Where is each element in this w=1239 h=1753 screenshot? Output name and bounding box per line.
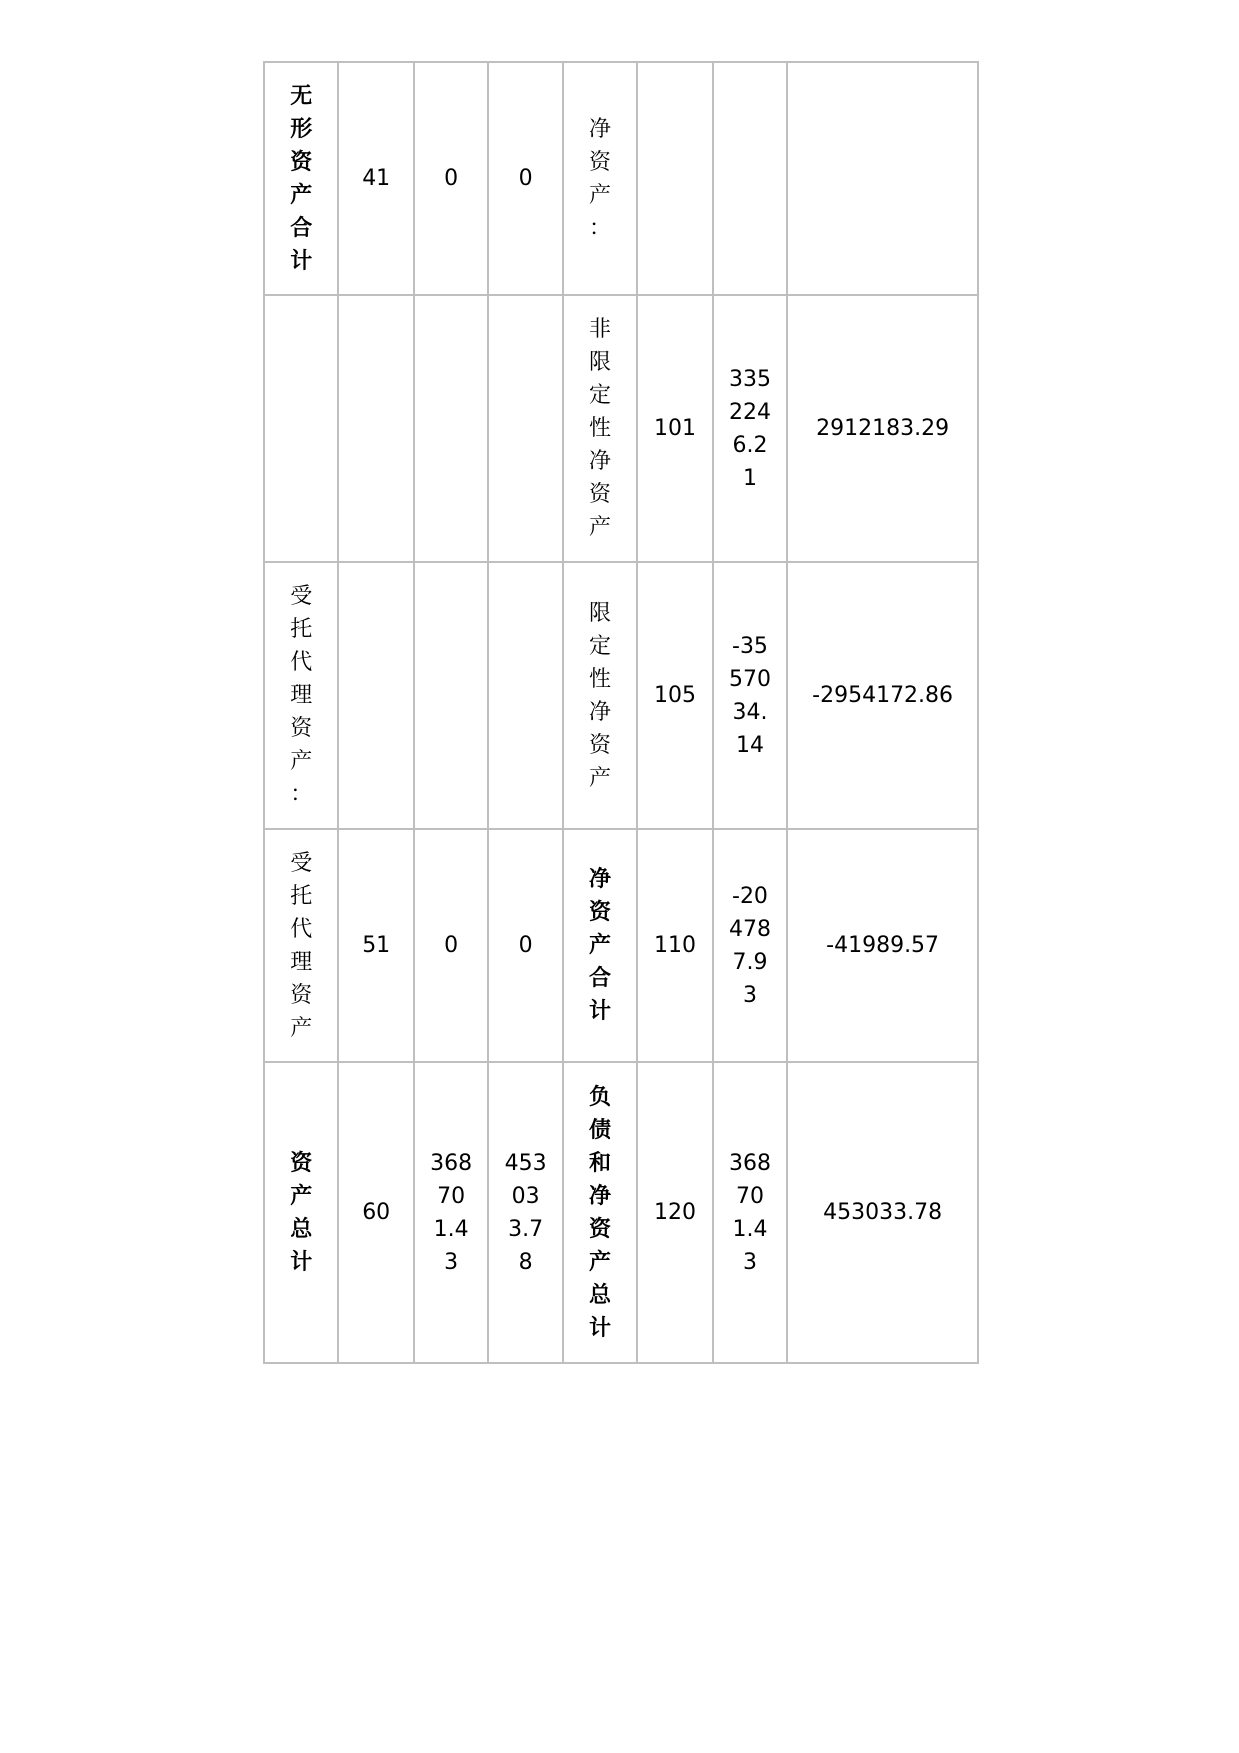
table-cell — [787, 829, 978, 1062]
table-cell — [787, 1062, 978, 1363]
table-cell — [637, 1062, 712, 1363]
equity-item-label: 净资产合计 — [589, 867, 612, 1024]
table-cell — [414, 562, 488, 829]
asset-begin-amount: 368701.43 — [430, 1150, 473, 1275]
table-cell — [414, 62, 488, 295]
table-cell — [787, 562, 978, 829]
table-cell — [488, 1062, 562, 1363]
equity-line-number: 120 — [654, 1200, 697, 1225]
asset-line-number: 60 — [362, 1200, 391, 1225]
table-row — [264, 829, 978, 1062]
equity-end-amount: -41989.57 — [826, 933, 940, 958]
table-cell — [713, 562, 787, 829]
table-cell — [637, 62, 712, 295]
equity-end-amount: -2954172.86 — [812, 683, 954, 708]
table-cell — [264, 295, 338, 562]
asset-item-label: 受托代理资产： — [290, 584, 313, 807]
table-cell — [488, 829, 562, 1062]
asset-begin-amount: 0 — [444, 933, 459, 958]
table-cell — [637, 295, 712, 562]
equity-item-label: 负债和净资产总计 — [589, 1084, 612, 1341]
table-row — [264, 562, 978, 829]
balance-sheet-table — [263, 61, 979, 1364]
table-cell — [488, 62, 562, 295]
equity-item-label: 非限定性净资产 — [589, 317, 612, 540]
equity-begin-amount: 3352246.21 — [728, 366, 771, 491]
table-row — [264, 295, 978, 562]
table-cell — [637, 829, 712, 1062]
table-cell — [787, 62, 978, 295]
table-cell — [787, 295, 978, 562]
table-cell — [414, 1062, 488, 1363]
table-cell — [414, 295, 488, 562]
equity-item-label: 净资产： — [589, 116, 612, 241]
table-cell — [563, 1062, 637, 1363]
equity-begin-amount: -204787.93 — [728, 883, 771, 1008]
table-row — [264, 62, 978, 295]
table-cell — [264, 829, 338, 1062]
asset-begin-amount: 0 — [444, 166, 459, 191]
table-row — [264, 1062, 978, 1363]
table-cell — [563, 62, 637, 295]
asset-item-label: 无形资产合计 — [290, 83, 313, 274]
table-cell — [264, 562, 338, 829]
asset-line-number: 41 — [362, 166, 391, 191]
table-cell — [713, 829, 787, 1062]
table-cell — [414, 829, 488, 1062]
equity-item-label: 限定性净资产 — [589, 600, 612, 791]
table-cell — [713, 295, 787, 562]
asset-end-amount: 0 — [518, 166, 533, 191]
equity-end-amount: 453033.78 — [823, 1200, 943, 1225]
equity-line-number: 105 — [654, 683, 697, 708]
table-cell — [338, 62, 413, 295]
table-cell — [264, 1062, 338, 1363]
table-cell — [338, 1062, 413, 1363]
asset-end-amount: 0 — [518, 933, 533, 958]
equity-end-amount: 2912183.29 — [816, 416, 950, 441]
table-cell — [713, 62, 787, 295]
asset-end-amount: 453033.78 — [504, 1150, 547, 1275]
equity-line-number: 101 — [654, 416, 697, 441]
asset-item-label: 资产总计 — [290, 1150, 313, 1275]
asset-item-label: 受托代理资产 — [290, 850, 313, 1041]
equity-begin-amount: 368701.43 — [728, 1150, 771, 1275]
table-cell — [488, 295, 562, 562]
table-cell — [713, 1062, 787, 1363]
table-cell — [338, 562, 413, 829]
table-cell — [637, 562, 712, 829]
table-cell — [264, 62, 338, 295]
table-cell — [563, 829, 637, 1062]
table-cell — [563, 295, 637, 562]
table-cell — [338, 829, 413, 1062]
table-cell — [563, 562, 637, 829]
asset-line-number: 51 — [362, 933, 391, 958]
equity-line-number: 110 — [654, 933, 697, 958]
table-cell — [488, 562, 562, 829]
table-cell — [338, 295, 413, 562]
equity-begin-amount: -3557034.14 — [728, 633, 771, 758]
